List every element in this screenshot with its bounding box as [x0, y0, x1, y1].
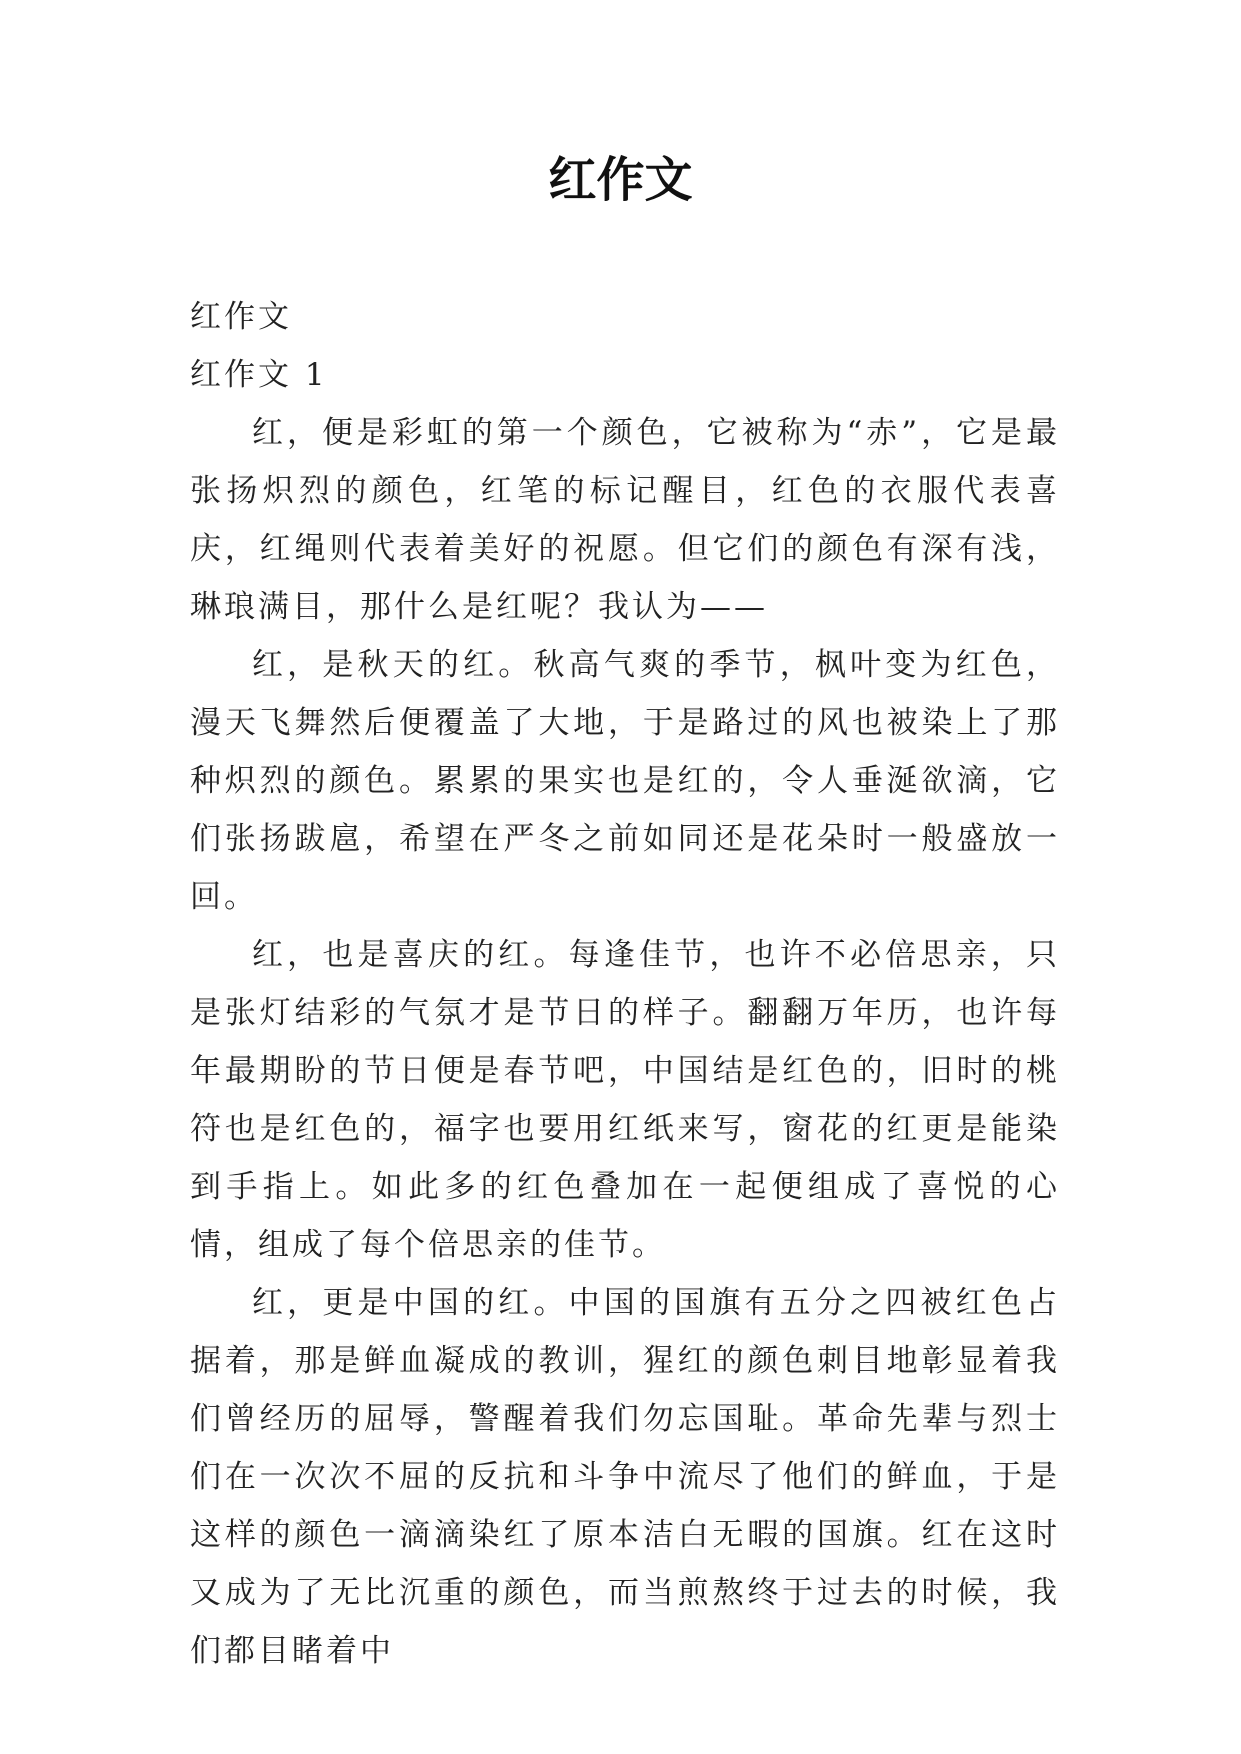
- document-body: [190, 288, 1060, 1680]
- paragraph-1: 红，便是彩虹的第一个颜色，它被称为“赤”，它是最张扬炽烈的颜色，红笔的标记醒目，红色的衣服代表喜庆，红绳则代表着美好的祝愿。但它们的颜色有深有浅，琳琅满目，那什么是红呢？我认为——: [190, 415, 1060, 625]
- document-title: 红作文: [548, 152, 693, 208]
- section-subheading: 红作文 1: [190, 357, 328, 393]
- section-heading: 红作文: [190, 299, 292, 335]
- paragraph-2: 红，是秋天的红。秋高气爽的季节，枫叶变为红色，漫天飞舞然后便覆盖了大地，于是路过的风也被染上了那种炽烈的颜色。累累的果实也是红的，令人垂涎欲滴，它们张扬跋扈，希望在严冬之前如同还是花朵时一般盛放一回。: [190, 647, 1060, 915]
- paragraph-3: 红，也是喜庆的红。每逢佳节，也许不必倍思亲，只是张灯结彩的气氛才是节日的样子。翻翻万年历，也许每年最期盼的节日便是春节吧，中国结是红色的，旧时的桃符也是红色的，福字也要用红纸来写，窗花的红更是能染到手指上。如此多的红色叠加在一起便组成了喜悦的心情，组成了每个倍思亲的佳节。: [190, 937, 1060, 1263]
- paragraph-4: 红，更是中国的红。中国的国旗有五分之四被红色占据着，那是鲜血凝成的教训，猩红的颜色刺目地彰显着我们曾经历的屈辱，警醒着我们勿忘国耻。革命先辈与烈士们在一次次不屈的反抗和斗争中流尽了他们的鲜血，于是这样的颜色一滴滴染红了原本洁白无暇的国旗。红在这时又成为了无比沉重的颜色，而当煎熬终于过去的时候，我们都目睹着中: [190, 1285, 1060, 1669]
